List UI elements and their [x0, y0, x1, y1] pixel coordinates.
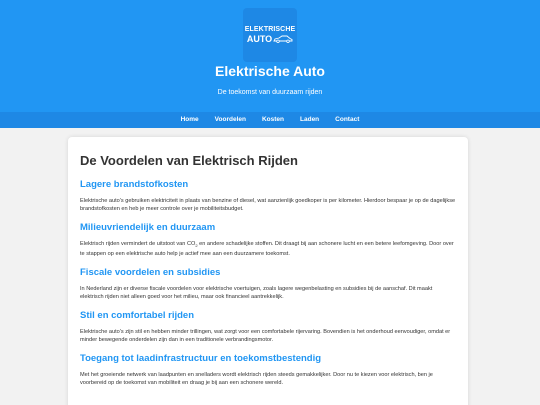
site-title: Elektrische Auto: [215, 63, 325, 79]
section-text-environment-part1: Elektrisch rijden vermindert de uitstoot van CO: [80, 241, 196, 247]
section-text-fiscal: In Nederland zijn er diverse fiscale voordelen voor elektrische voertuigen, zoals lagere wegenbelasting en subsidies bij de aanschaf. Dit maakt elektrisch rijden niet alleen goed voor het milieu, maar ook financieel aantrekkelijk.: [80, 286, 433, 301]
logo-row: [247, 34, 293, 44]
nav-voordelen[interactable]: Voordelen: [214, 116, 246, 123]
site-subtitle: De toekomst van duurzaam rijden: [217, 89, 323, 96]
section-heading-charging: Toegang tot laadinfrastructuur en toekomstbestendig: [80, 353, 322, 365]
main-content: [68, 137, 468, 405]
nav-home[interactable]: Home: [180, 116, 199, 123]
section-text-environment: [80, 240, 456, 258]
section-heading-environment: Milieuvriendelijk en duurzaam: [80, 222, 216, 233]
page-title: De Voordelen van Elektrisch Rijden: [80, 153, 298, 168]
main-nav: [0, 112, 540, 128]
car-icon: [273, 35, 293, 43]
co2-subscript: 2: [195, 243, 198, 249]
nav-contact[interactable]: Contact: [335, 116, 360, 123]
nav-laden[interactable]: Laden: [300, 116, 320, 123]
site-logo[interactable]: [243, 8, 297, 62]
logo-text-line2: AUTO: [246, 34, 273, 44]
section-text-charging: Met het groeiende netwerk van laadpunten en snelladers wordt elektrisch rijden steeds gemakkelijker. Door nu te kiezen voor elektrisch, ben je voorbereid op de toekomst van mobiliteit en draag je bij aan een schonere wereld.: [80, 372, 433, 387]
section-heading-comfort: Stil en comfortabel rijden: [80, 310, 195, 322]
section-heading-fiscal: Fiscale voordelen en subsidies: [80, 267, 221, 279]
section-text-environment-part2: en andere schadelijke stoffen. Dit draagt bij aan schonere lucht en een betere leefomgeving. Door over te stappen op een elektrische auto help je actief mee aan een duurzamere toekomst.: [80, 241, 454, 258]
section-text-comfort: Elektrische auto's zijn stil en hebben minder trillingen, wat zorgt voor een comfortabele rijervaring. Bovendien is het onderhoud eenvoudiger, omdat er minder bewegende onderdelen zijn dan in een traditionele verbrandingsmotor.: [80, 329, 451, 344]
nav-kosten[interactable]: Kosten: [261, 116, 285, 123]
section-heading-fuel-costs: Lagere brandstofkosten: [80, 179, 189, 190]
site-header: [0, 0, 540, 112]
logo-text-line1: ELEKTRISCHE: [244, 26, 296, 33]
section-text-fuel-costs: Elektrische auto's gebruiken elektriciteit in plaats van benzine of diesel, wat aanzienlijk goedkoper is per kilometer. Hierdoor bespaar je op de dagelijkse brandstofkosten en heb je meer controle over je mobiliteitsbudget.: [80, 198, 456, 212]
